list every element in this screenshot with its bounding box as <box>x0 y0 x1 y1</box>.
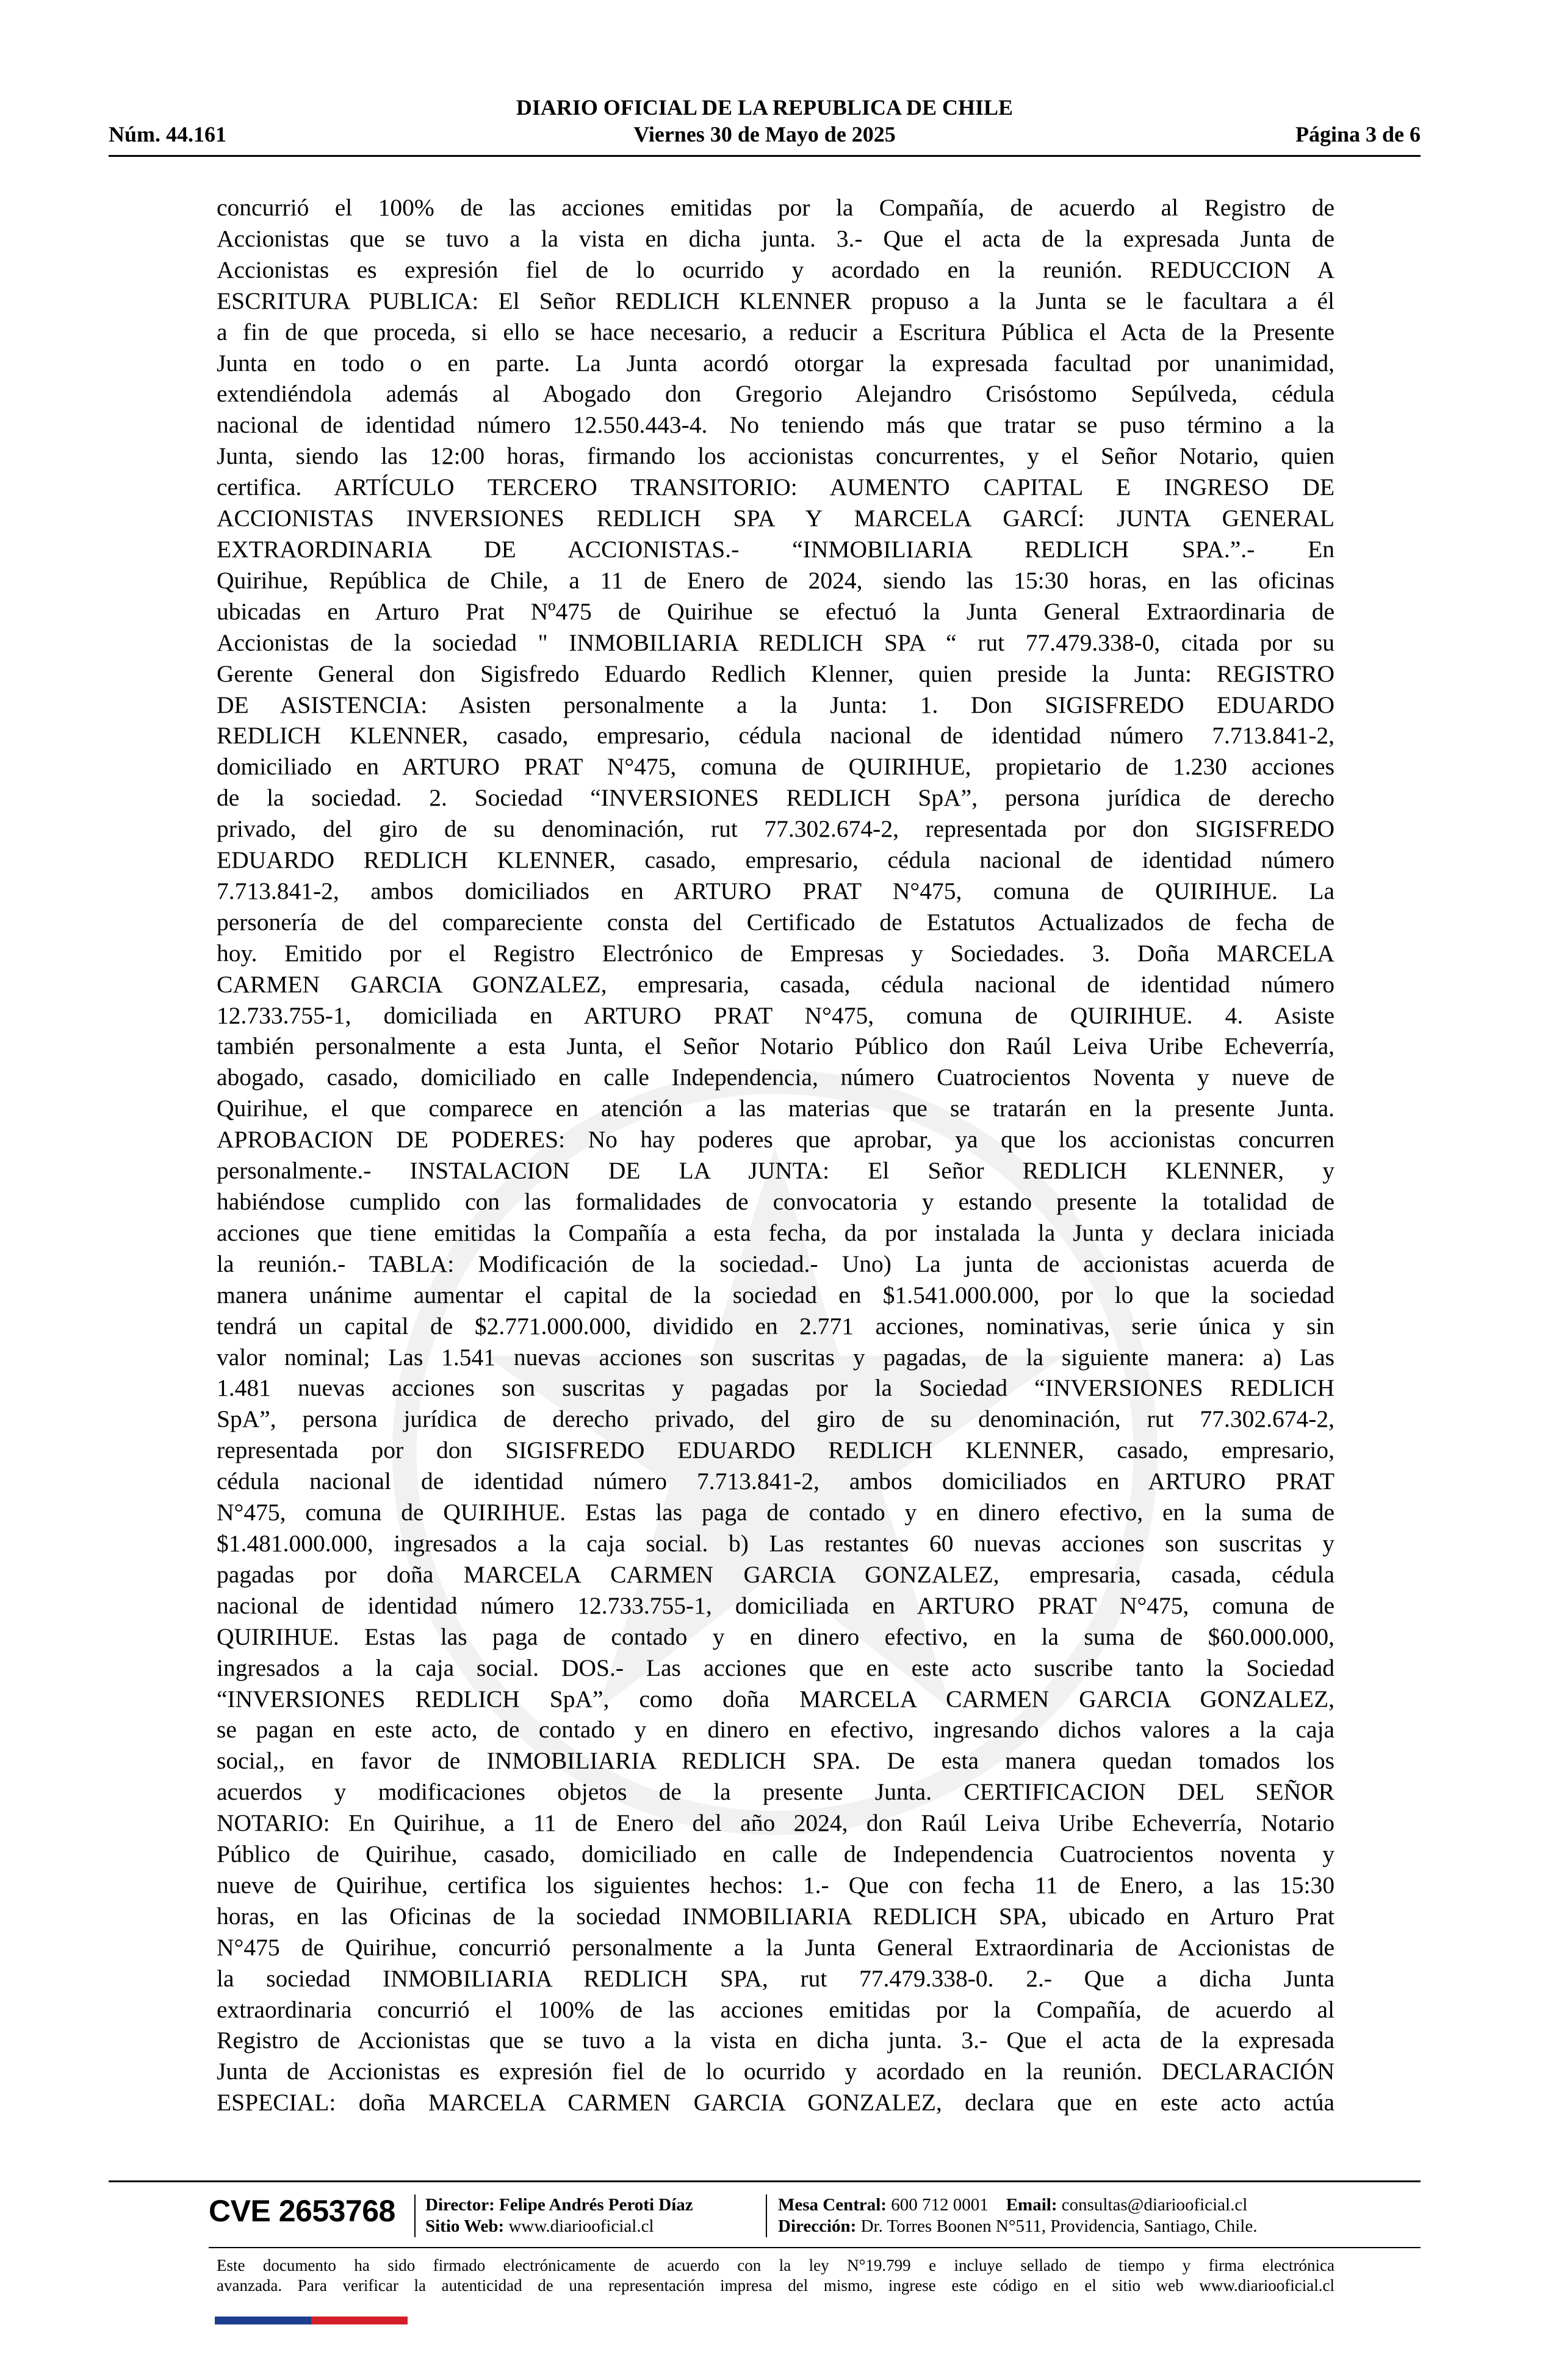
cve-code: CVE 2653768 <box>209 2194 395 2228</box>
mesa-central-phone: 600 712 0001 <box>891 2195 989 2215</box>
body-line: SpA”, persona jurídica de derecho privado, del giro de su denominación, rut 77.302.674-2, <box>217 1405 1334 1433</box>
body-line: abogado, casado, domiciliado en calle Independencia, número Cuatrocientos Noventa y nueve de <box>217 1064 1334 1091</box>
body-line: se pagan en este acto, de contado y en dinero en efectivo, ingresando dichos valores a la caja <box>217 1716 1334 1744</box>
body-line: Junta, siendo las 12:00 horas, firmando los accionistas concurrentes, y el Señor Notario, quien <box>217 442 1334 470</box>
body-line: Junta en todo o en parte. La Junta acordó otorgar la expresada facultad por unanimidad, <box>217 349 1334 377</box>
body-line: Registro de Accionistas que se tuvo a la vista en dicha junta. 3.- Que el acta de la expresada <box>217 2027 1334 2054</box>
body-line: NOTARIO: En Quirihue, a 11 de Enero del año 2024, don Raúl Leiva Uribe Echeverría, Notario <box>217 1809 1334 1837</box>
body-line: Junta de Accionistas es expresión fiel de lo ocurrido y acordado en la reunión. DECLARACIÓN <box>217 2058 1334 2085</box>
address-label: Dirección: <box>778 2216 857 2236</box>
body-line: “INVERSIONES REDLICH SpA”, como doña MARCELA CARMEN GARCIA GONZALEZ, <box>217 1685 1334 1712</box>
body-line: privado, del giro de su denominación, rut 77.302.674-2, representada por don SIGISFREDO <box>217 815 1334 843</box>
mesa-central-label: Mesa Central: <box>778 2195 887 2215</box>
body-line: nacional de identidad número 12.733.755-1, domiciliada en ARTURO PRAT N°475, comuna de <box>217 1592 1334 1619</box>
issue-number: Núm. 44.161 <box>109 122 227 146</box>
page-header <box>109 95 1421 156</box>
body-line: concurrió el 100% de las acciones emitidas por la Compañía, de acuerdo al Registro de <box>217 194 1334 221</box>
body-line: APROBACION DE PODERES: No hay poderes que aprobar, ya que los accionistas concurren <box>217 1126 1334 1153</box>
body-line: ESCRITURA PUBLICA: El Señor REDLICH KLENNER propuso a la Junta se le facultara a él <box>217 287 1334 314</box>
document-body <box>217 192 1334 2118</box>
footer-contact-block <box>778 2194 1257 2237</box>
footer-divider-secondary <box>209 2247 1421 2248</box>
header-info-row <box>109 121 1421 150</box>
body-line: N°475 de Quirihue, concurrió personalmente a la Junta General Extraordinaria de Accionistas de <box>217 1933 1334 1961</box>
body-line: nueve de Quirihue, certifica los siguientes hechos: 1.- Que con fecha 11 de Enero, a las 15:30 <box>217 1871 1334 1899</box>
body-line: acciones que tiene emitidas la Compañía a esta fecha, da por instalada la Junta y declara iniciada <box>217 1219 1334 1246</box>
body-line: certifica. ARTÍCULO TERCERO TRANSITORIO: AUMENTO CAPITAL E INGRESO DE <box>217 474 1334 501</box>
body-line: QUIRIHUE. Estas las paga de contado y en dinero efectivo, en la suma de $60.000.000, <box>217 1623 1334 1650</box>
issue-date: Viernes 30 de Mayo de 2025 <box>633 122 896 146</box>
body-line: habiéndose cumplido con las formalidades de convocatoria y estando presente la totalidad de <box>217 1188 1334 1215</box>
body-line: EXTRAORDINARIA DE ACCIONISTAS.- “INMOBILIARIA REDLICH SPA.”.- En <box>217 535 1334 563</box>
footer-director-block <box>425 2194 693 2237</box>
body-line: Quirihue, el que comparece en atención a las materias que se tratarán en la presente Junta. <box>217 1095 1334 1122</box>
body-line: CARMEN GARCIA GONZALEZ, empresaria, casada, cédula nacional de identidad número <box>217 970 1334 998</box>
footer-divider <box>109 2180 1421 2182</box>
body-line: ingresados a la caja social. DOS.- Las acciones que en este acto suscribe tanto la Sociedad <box>217 1654 1334 1681</box>
body-line: 1.481 nuevas acciones son suscritas y pagadas por la Sociedad “INVERSIONES REDLICH <box>217 1374 1334 1402</box>
body-line: Accionistas que se tuvo a la vista en dicha junta. 3.- Que el acta de la expresada Junta de <box>217 225 1334 252</box>
body-line: tendrá un capital de $2.771.000.000, dividido en 2.771 acciones, nominativas, serie única y sin <box>217 1312 1334 1340</box>
body-line: 7.713.841-2, ambos domiciliados en ARTURO PRAT N°475, comuna de QUIRIHUE. La <box>217 877 1334 904</box>
body-line: extendiéndola además al Abogado don Gregorio Alejandro Crisóstomo Sepúlveda, cédula <box>217 380 1334 408</box>
body-line: EDUARDO REDLICH KLENNER, casado, empresario, cédula nacional de identidad número <box>217 846 1334 874</box>
page-number: Página 3 de 6 <box>1295 122 1421 146</box>
body-line: N°475, comuna de QUIRIHUE. Estas las paga de contado y en dinero efectivo, en la suma de <box>217 1499 1334 1526</box>
body-line: también personalmente a esta Junta, el Señor Notario Público don Raúl Leiva Uribe Echeverría, <box>217 1033 1334 1060</box>
body-line: Gerente General don Sigisfredo Eduardo Redlich Klenner, quien preside la Junta: REGISTRO <box>217 660 1334 687</box>
flag-red-segment <box>311 2317 408 2324</box>
body-line: 12.733.755-1, domiciliada en ARTURO PRAT N°475, comuna de QUIRIHUE. 4. Asiste <box>217 1001 1334 1029</box>
header-divider <box>109 155 1421 157</box>
body-line: de la sociedad. 2. Sociedad “INVERSIONES REDLICH SpA”, persona jurídica de derecho <box>217 784 1334 812</box>
body-line: Accionistas de la sociedad " INMOBILIARIA REDLICH SPA “ rut 77.479.338-0, citada por su <box>217 629 1334 656</box>
body-line: ubicadas en Arturo Prat Nº475 de Quirihue se efectuó la Junta General Extraordinaria de <box>217 597 1334 625</box>
publication-title: DIARIO OFICIAL DE LA REPUBLICA DE CHILE <box>516 95 1014 120</box>
body-line: personería de del compareciente consta del Certificado de Estatutos Actualizados de fecha de <box>217 908 1334 936</box>
body-line: ESPECIAL: doña MARCELA CARMEN GARCIA GONZALEZ, declara que en este acto actúa <box>217 2089 1334 2116</box>
body-line: valor nominal; Las 1.541 nuevas acciones son suscritas y pagadas, de la siguiente manera: a) Las <box>217 1343 1334 1371</box>
website-link[interactable]: www.diariooficial.cl <box>508 2216 654 2236</box>
electronic-signature-note <box>217 2256 1334 2296</box>
body-line: REDLICH KLENNER, casado, empresario, cédula nacional de identidad número 7.713.841-2, <box>217 722 1334 749</box>
body-line: Público de Quirihue, casado, domiciliado en calle de Independencia Cuatrocientos noventa y <box>217 1841 1334 1868</box>
body-line: manera unánime aumentar el capital de la sociedad en $1.541.000.000, por lo que la sociedad <box>217 1281 1334 1308</box>
footer-separator <box>766 2194 767 2237</box>
body-line: horas, en las Oficinas de la sociedad INMOBILIARIA REDLICH SPA, ubicado en Arturo Prat <box>217 1902 1334 1930</box>
flag-blue-segment <box>215 2317 311 2324</box>
body-line: DE ASISTENCIA: Asisten personalmente a la Junta: 1. Don SIGISFREDO EDUARDO <box>217 691 1334 718</box>
body-line: acuerdos y modificaciones objetos de la presente Junta. CERTIFICACION DEL SEÑOR <box>217 1778 1334 1806</box>
note-line: avanzada. Para verificar la autenticidad de una representación impresa del mismo, ingrese este código en el sitio web www.diariooficial.cl <box>217 2276 1334 2295</box>
body-line: domiciliado en ARTURO PRAT N°475, comuna de QUIRIHUE, propietario de 1.230 acciones <box>217 753 1334 781</box>
body-line: la sociedad INMOBILIARIA REDLICH SPA, rut 77.479.338-0. 2.- Que a dicha Junta <box>217 1964 1334 1992</box>
body-line: Quirihue, República de Chile, a 11 de Enero de 2024, siendo las 15:30 horas, en las oficinas <box>217 566 1334 594</box>
body-line: extraordinaria concurrió el 100% de las acciones emitidas por la Compañía, de acuerdo al <box>217 1996 1334 2023</box>
body-line: Accionistas es expresión fiel de lo ocurrido y acordado en la reunión. REDUCCION A <box>217 256 1334 283</box>
director-label: Director: <box>425 2195 495 2215</box>
body-line: a fin de que proceda, si ello se hace necesario, a reducir a Escritura Pública el Acta de la Presente <box>217 318 1334 345</box>
director-name: Felipe Andrés Peroti Díaz <box>499 2195 693 2215</box>
body-line: cédula nacional de identidad número 7.713.841-2, ambos domiciliados en ARTURO PRAT <box>217 1468 1334 1495</box>
body-line: $1.481.000.000, ingresados a la caja social. b) Las restantes 60 nuevas acciones son suscritas y <box>217 1529 1334 1557</box>
email-label: Email: <box>1006 2195 1057 2215</box>
chile-flag-stripe <box>215 2317 408 2324</box>
body-line: hoy. Emitido por el Registro Electrónico de Empresas y Sociedades. 3. Doña MARCELA <box>217 939 1334 967</box>
footer-separator <box>414 2194 416 2237</box>
note-line: Este documento ha sido firmado electrónicamente de acuerdo con la ley N°19.799 e incluye sellado de tiempo y firma electrónica <box>217 2256 1334 2274</box>
email-link[interactable]: consultas@diariooficial.cl <box>1061 2195 1248 2215</box>
body-line: pagadas por doña MARCELA CARMEN GARCIA GONZALEZ, empresaria, casada, cédula <box>217 1560 1334 1588</box>
body-line: ACCIONISTAS INVERSIONES REDLICH SPA Y MARCELA GARCÍ: JUNTA GENERAL <box>217 505 1334 532</box>
body-line: social,, en favor de INMOBILIARIA REDLICH SPA. De esta manera quedan tomados los <box>217 1747 1334 1775</box>
body-line: la reunión.- TABLA: Modificación de la sociedad.- Uno) La junta de accionistas acuerda de <box>217 1250 1334 1277</box>
address-value: Dr. Torres Boonen N°511, Providencia, Santiago, Chile. <box>860 2216 1258 2236</box>
body-line: personalmente.- INSTALACION DE LA JUNTA: El Señor REDLICH KLENNER, y <box>217 1157 1334 1185</box>
body-line: representada por don SIGISFREDO EDUARDO REDLICH KLENNER, casado, empresario, <box>217 1437 1334 1464</box>
website-label: Sitio Web: <box>425 2216 505 2236</box>
body-line: nacional de identidad número 12.550.443-4. No teniendo más que tratar se puso término a la <box>217 411 1334 439</box>
